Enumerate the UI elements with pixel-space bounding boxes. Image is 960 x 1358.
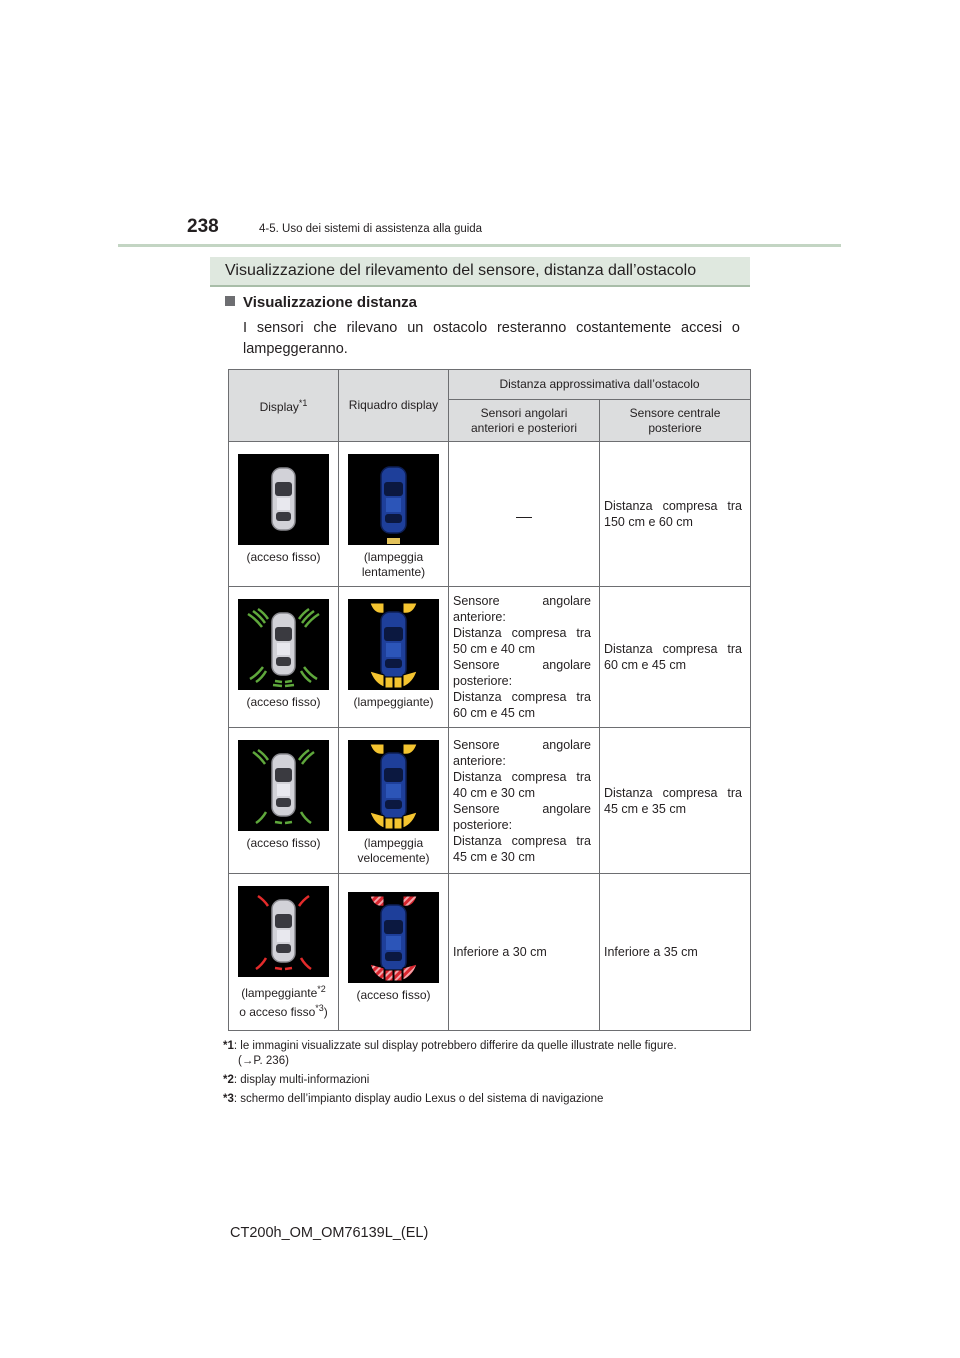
- dash-symbol: [516, 517, 532, 518]
- footnote-mark: *1: [223, 1040, 234, 1052]
- footnote-text: : display multi-informazioni: [233, 1074, 370, 1086]
- display-caption: (acceso fisso): [246, 695, 321, 709]
- page-number: 238: [187, 216, 219, 237]
- blue-car-yellow-sensors-icon: [348, 599, 439, 690]
- corner-distance-cell: Inferiore a 30 cm: [449, 874, 600, 1031]
- blue-car-red-sensors-icon: [348, 892, 439, 983]
- col-display-header: [229, 370, 339, 442]
- center-distance-cell: Distanza compresa tra 150 cm e 60 cm: [600, 442, 751, 587]
- footnote-2: [223, 1073, 369, 1088]
- blue-car-panel-icon: [348, 454, 439, 545]
- panel-image-cell: [339, 728, 449, 874]
- col-display-label: Display: [259, 400, 299, 414]
- footnote-mark: *3: [223, 1093, 234, 1105]
- col-display-sup: *1: [298, 398, 308, 408]
- corner-line: Sensore angolare anteriore:: [453, 594, 591, 624]
- caption-sup: *2: [317, 984, 326, 994]
- table-row: [229, 442, 751, 587]
- col-panel-header: Riquadro display: [339, 370, 449, 442]
- corner-line: Sensore angolare posteriore:: [453, 658, 591, 688]
- distance-table: [228, 369, 751, 1031]
- table-row: [229, 728, 751, 874]
- section-title-bar: [210, 257, 750, 287]
- center-distance-cell: Inferiore a 35 cm: [600, 874, 751, 1031]
- document-code: CT200h_OM_OM76139L_(EL): [230, 1225, 429, 1241]
- col-center-header: Sensore centrale posteriore: [600, 400, 751, 442]
- display-image-cell: [229, 442, 339, 587]
- chapter-title: 4-5. Uso dei sistemi di assistenza alla guida: [259, 223, 483, 235]
- corner-line: Distanza compresa tra 40 cm e 30 cm: [453, 769, 591, 800]
- corner-distance-cell: [449, 587, 600, 728]
- footnote-ref: (→P. 236): [238, 1055, 289, 1067]
- subsection-title: Visualizzazione distanza: [243, 294, 417, 311]
- panel-image-cell: [339, 442, 449, 587]
- display-caption: (acceso fisso): [246, 550, 321, 564]
- footnote-text: : schermo dell’impianto display audio Lexus o del sistema di navigazione: [233, 1093, 604, 1105]
- center-distance-cell: Distanza compresa tra 60 cm e 45 cm: [600, 587, 751, 728]
- section-title: Visualizzazione del rilevamento del sensore, distanza dall’ostacolo: [225, 262, 697, 279]
- subsection-body: I sensori che rilevano un ostacolo resteranno costantemente accesi o lampeggeranno.: [243, 320, 740, 357]
- corner-line: Sensore angolare posteriore:: [453, 801, 591, 832]
- footnote-3: [223, 1092, 603, 1107]
- corner-distance-cell: [449, 442, 600, 587]
- col-distance-header: Distanza approssimativa dall’ostacolo: [449, 370, 751, 400]
- subsection-heading: [225, 294, 417, 311]
- corner-distance-cell: [449, 728, 600, 874]
- silver-car-red-arcs-icon: [238, 886, 329, 977]
- corner-line: Distanza compresa tra 50 cm e 40 cm: [453, 626, 591, 656]
- square-bullet-icon: [225, 296, 235, 306]
- panel-image-cell: [339, 874, 449, 1031]
- table-row: [229, 587, 751, 728]
- header-rule: [118, 244, 841, 247]
- display-image-cell: [229, 874, 339, 1031]
- panel-caption: (lampeggia velocemente): [357, 836, 430, 865]
- caption-sup: *3: [315, 1003, 324, 1013]
- blue-car-yellow-sensors-icon: [348, 740, 439, 831]
- footnote-1: [223, 1039, 745, 1069]
- panel-caption: (lampeggia lentamente): [361, 550, 426, 579]
- footnote-mark: *2: [223, 1074, 234, 1086]
- panel-caption: (lampeggiante): [353, 695, 434, 709]
- display-image-cell: [229, 587, 339, 728]
- table-row: [229, 874, 751, 1031]
- corner-line: Distanza compresa tra 45 cm e 30 cm: [453, 833, 591, 864]
- display-caption: (acceso fisso): [246, 836, 321, 850]
- silver-car-green-arcs-icon: [238, 599, 329, 690]
- caption-part: (lampeggiante: [241, 986, 318, 1000]
- display-image-cell: [229, 728, 339, 874]
- panel-caption: (acceso fisso): [356, 988, 431, 1002]
- panel-image-cell: [339, 587, 449, 728]
- silver-car-display-icon: [238, 454, 329, 545]
- center-distance-cell: Distanza compresa tra 45 cm e 35 cm: [600, 728, 751, 874]
- caption-part: o acceso fisso: [239, 1005, 316, 1019]
- display-caption: (lampeggiante$^{*2}$ o acceso fisso$^{*3}$): [239, 984, 328, 1019]
- corner-line: Distanza compresa tra 60 cm e 45 cm: [453, 690, 591, 720]
- footnote-text: : le immagini visualizzate sul display potrebbero differire da quelle illustrate nelle figure.: [233, 1040, 677, 1052]
- col-corner-header: Sensori angolari anteriori e posteriori: [449, 400, 600, 442]
- corner-line: Sensore angolare anteriore:: [453, 737, 591, 768]
- silver-car-green-arcs-near-icon: [238, 740, 329, 831]
